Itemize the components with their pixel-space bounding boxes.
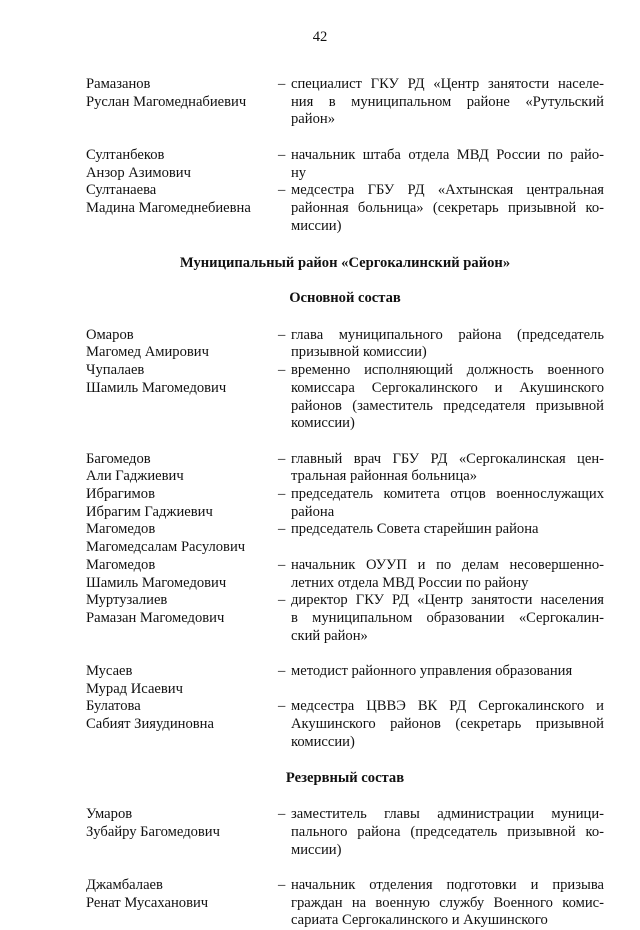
member-entry <box>86 698 604 751</box>
member-name-line: Рамазан Магомедович <box>86 609 225 626</box>
member-position-line: начальник штаба отдела МВД России по райо- <box>291 146 604 163</box>
member-name-line: Сабият Зияудиновна <box>86 716 214 733</box>
member-position-line: в муниципальном образовании «Сергокалин- <box>291 609 604 626</box>
member-name-line: Зубайру Багомедович <box>86 823 220 840</box>
member-position-line: ну <box>291 164 307 181</box>
member-position-line: тральная районная больница» <box>291 468 478 485</box>
member-position <box>278 521 604 556</box>
member-position-line: медсестра ГБУ РД «Ахтынская центральная <box>291 182 604 199</box>
member-position-line: миссии) <box>291 841 342 858</box>
member-position-line: район» <box>291 111 335 128</box>
member-position-line: директор ГКУ РД «Центр занятости населения <box>291 592 604 609</box>
member-name-line: Мурад Исаевич <box>86 680 183 697</box>
member-position-line: специалист ГКУ РД «Центр занятости населе- <box>291 76 604 92</box>
member-name-line: Рамазанов <box>86 76 151 92</box>
main-composition-heading: Основной состав <box>289 290 401 307</box>
member-name-line: Али Гаджиевич <box>86 468 184 485</box>
member-position <box>278 698 604 751</box>
member-name <box>86 182 278 235</box>
member-position <box>278 806 604 859</box>
member-name <box>86 698 278 751</box>
member-name <box>86 806 278 859</box>
member-entry <box>86 327 604 362</box>
dash-separator: – <box>278 877 286 894</box>
member-position-line: медсестра ЦВВЭ ВК РД Сергокалинского и <box>291 698 604 715</box>
member-position-line: методист районного управления образования <box>291 663 573 680</box>
dash-separator: – <box>278 806 286 823</box>
member-position-line: комиссии) <box>291 415 355 432</box>
member-entry <box>86 521 604 556</box>
member-entry <box>86 592 604 645</box>
document-body <box>86 76 604 930</box>
member-position-line: временно исполняющий должность военного <box>291 362 604 379</box>
member-name <box>86 592 278 645</box>
member-name-line: Ибрагимов <box>86 486 155 503</box>
member-position <box>278 592 604 645</box>
member-position-line: миссии) <box>291 217 342 234</box>
member-entry <box>86 362 604 433</box>
reserve-entries-list <box>86 806 604 930</box>
member-position-line: районов (заместитель председателя призывной <box>291 397 604 414</box>
member-name-line: Джамбалаев <box>86 877 163 894</box>
member-position <box>278 362 604 433</box>
member-position-line: заместитель главы администрации муници- <box>291 806 604 823</box>
member-name-line: Шамиль Магомедович <box>86 379 227 396</box>
member-name-line: Руслан Магомеднабиевич <box>86 93 247 110</box>
member-name <box>86 557 278 592</box>
member-name-line: Муртузалиев <box>86 592 168 609</box>
member-position-line: летних отдела МВД России по району <box>291 574 529 591</box>
dash-separator: – <box>278 556 286 573</box>
dash-separator: – <box>278 326 286 343</box>
dash-separator: – <box>278 182 286 199</box>
top-entries-list <box>86 76 604 235</box>
member-name <box>86 327 278 362</box>
member-name-line: Магомед Амирович <box>86 344 209 361</box>
member-entry <box>86 486 604 521</box>
member-name-line: Булатова <box>86 698 141 715</box>
member-entry <box>86 182 604 235</box>
member-position <box>278 76 604 129</box>
member-name-line: Султанбеков <box>86 146 165 163</box>
member-position-line: начальник ОУУП и по делам несовершенно- <box>291 556 604 573</box>
member-entry <box>86 557 604 592</box>
district-heading: Муниципальный район «Сергокалинский район» <box>179 255 511 272</box>
dash-separator: – <box>278 592 286 609</box>
member-position-line: Акушинского районов (секретарь призывной <box>291 716 604 733</box>
member-position <box>278 327 604 362</box>
member-name <box>86 877 278 930</box>
member-name <box>86 451 278 486</box>
member-position-line: председатель комитета отцов военнослужащих <box>291 486 604 503</box>
member-position-line: районная больница» (секретарь призывной ко- <box>291 199 604 216</box>
dash-separator: – <box>278 76 286 92</box>
dash-separator: – <box>278 146 286 163</box>
member-entry <box>86 147 604 182</box>
dash-separator: – <box>278 486 286 503</box>
member-name-line: Омаров <box>86 326 134 343</box>
member-name-line: Магомедов <box>86 556 156 573</box>
member-name-line: Багомедов <box>86 450 151 467</box>
member-entry <box>86 76 604 129</box>
dash-separator: – <box>278 521 286 538</box>
member-position-line: ния в муниципальном районе «Рутульский <box>291 93 604 110</box>
member-entry <box>86 806 604 859</box>
member-position-line: глава муниципального района (председатель <box>291 326 604 343</box>
member-position-line: ский район» <box>291 627 368 644</box>
member-position <box>278 663 604 698</box>
member-name <box>86 486 278 521</box>
dash-separator: – <box>278 663 286 680</box>
member-name-line: Ибрагим Гаджиевич <box>86 503 213 520</box>
member-name-line: Мадина Магомеднебиевна <box>86 199 251 216</box>
dash-separator: – <box>278 362 286 379</box>
member-name <box>86 663 278 698</box>
member-name-line: Анзор Азимович <box>86 164 191 181</box>
dash-separator: – <box>278 450 286 467</box>
member-position-line: главный врач ГБУ РД «Сергокалинская цен- <box>291 450 604 467</box>
member-position-line: председатель Совета старейшин района <box>291 521 539 538</box>
reserve-composition-heading: Резервный состав <box>285 769 405 786</box>
member-position-line: начальник отделения подготовки и призыва <box>291 877 604 894</box>
member-name <box>86 521 278 556</box>
member-name-line: Султанаева <box>86 182 157 199</box>
page-number: 42 <box>312 29 328 45</box>
member-position-line: комиссии) <box>291 733 355 750</box>
member-name-line: Шамиль Магомедович <box>86 574 227 591</box>
member-position <box>278 877 604 930</box>
member-position-line: сариата Сергокалинского и Акушинского <box>291 912 548 929</box>
member-name-line: Мусаев <box>86 663 133 680</box>
member-position-line: призывной комиссии) <box>291 344 427 361</box>
member-position-line: комиссара Сергокалинского и Акушинского <box>291 379 604 396</box>
member-position-line: пального района (председатель призывной ко- <box>291 823 604 840</box>
dash-separator: – <box>278 698 286 715</box>
member-position <box>278 147 604 182</box>
member-entry <box>86 451 604 486</box>
member-name <box>86 147 278 182</box>
member-name-line: Умаров <box>86 806 133 823</box>
member-position-line: граждан на военную службу Военного комис- <box>291 894 604 911</box>
member-name-line: Магомедсалам Расулович <box>86 539 246 556</box>
member-position <box>278 557 604 592</box>
member-name-line: Магомедов <box>86 521 156 538</box>
member-name <box>86 362 278 433</box>
member-name-line: Чупалаев <box>86 362 145 379</box>
member-position-line: района <box>291 503 335 520</box>
member-name <box>86 76 278 129</box>
member-entry <box>86 663 604 698</box>
member-entry <box>86 877 604 930</box>
member-name-line: Ренат Мусаханович <box>86 894 209 911</box>
member-position <box>278 451 604 486</box>
main-entries-list <box>86 327 604 752</box>
member-position <box>278 182 604 235</box>
member-position <box>278 486 604 521</box>
